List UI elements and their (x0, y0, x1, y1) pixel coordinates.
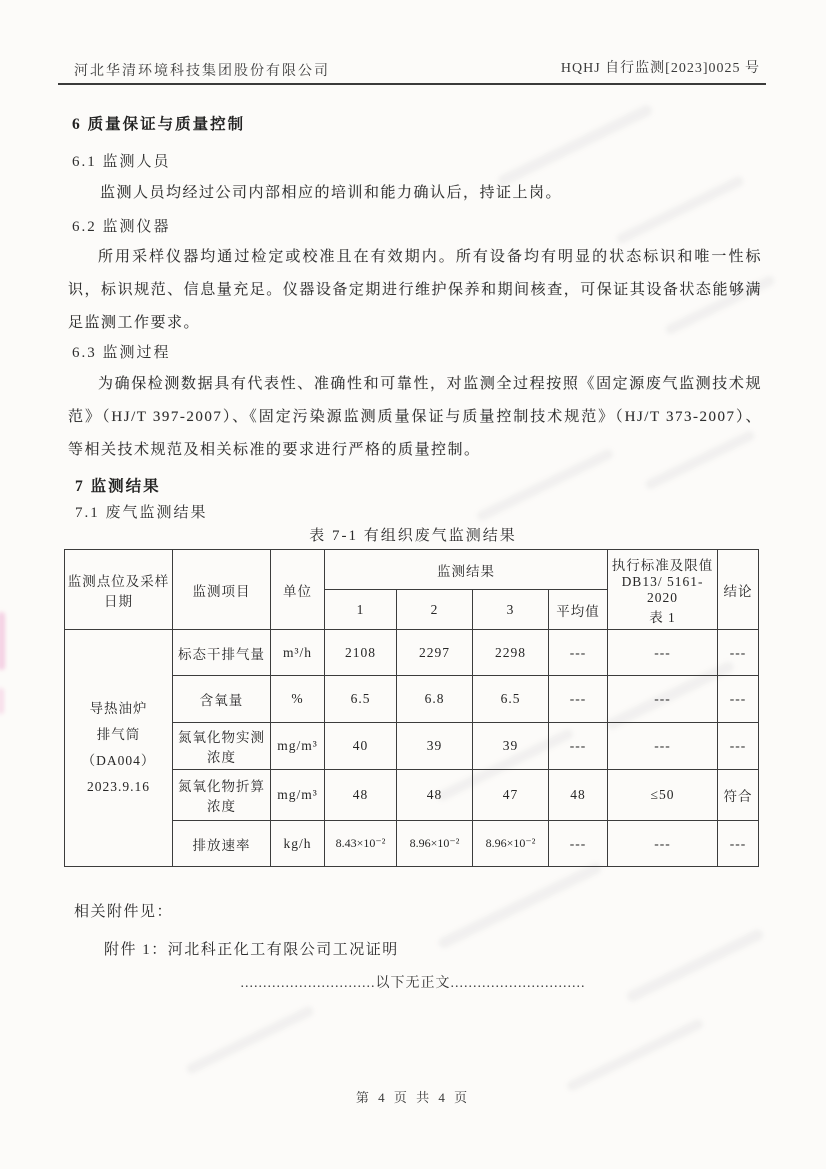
cell-average: --- (549, 821, 608, 867)
cell-run3: 47 (473, 770, 549, 821)
section-6-2-heading: 6.2 监测仪器 (72, 219, 171, 235)
monitoring-results-table (64, 549, 759, 867)
end-of-text-line: ..............................以下无正文.............................. (240, 976, 586, 991)
cell-conclusion: --- (718, 821, 759, 867)
col-header-run2: 2 (397, 590, 473, 630)
section-6-2-paragraph: 所用采样仪器均通过检定或校准且在有效期内。所有设备均有明显的状态标识和唯一性标识，标识规范、信息量充足。仪器设备定期进行维护保养和期间核查，可保证其设备状态能够满足监测工作要求。 (68, 249, 762, 331)
cell-item: 标态干排气量 (173, 630, 271, 676)
cell-conclusion: 符合 (718, 770, 759, 821)
location-line-1: 导热油炉 (89, 701, 148, 716)
cell-run3: 39 (473, 723, 549, 770)
cell-run1: 40 (325, 723, 397, 770)
scan-artifact-pink (0, 688, 4, 714)
col-header-conclusion: 结论 (718, 550, 759, 630)
col-header-average: 平均值 (549, 590, 608, 630)
location-line-4: 2023.9.16 (87, 779, 150, 794)
col-header-run1: 1 (325, 590, 397, 630)
cell-standard: --- (608, 821, 718, 867)
cell-unit: mg/m³ (271, 770, 325, 821)
standard-line-1: 执行标准及限值 (611, 557, 714, 573)
cell-standard: --- (608, 676, 718, 723)
cell-item: 排放速率 (173, 821, 271, 867)
cell-run2: 48 (397, 770, 473, 821)
scan-artifact-pink (0, 612, 5, 670)
cell-item: 含氧量 (173, 676, 271, 723)
page-number: 第 4 页 共 4 页 (355, 1090, 471, 1105)
header-document-number: HQHJ 自行监测[2023]0025 号 (560, 61, 760, 76)
header-rule (58, 83, 766, 85)
scan-artifact (437, 861, 604, 950)
cell-standard: --- (608, 630, 718, 676)
sampling-location-cell (65, 630, 173, 867)
col-header-run3: 3 (473, 590, 549, 630)
cell-average: --- (549, 630, 608, 676)
col-header-results: 监测结果 (325, 550, 608, 590)
cell-conclusion: --- (718, 630, 759, 676)
col-header-location: 监测点位及采样日期 (65, 550, 173, 630)
section-7-heading: 7 监测结果 (75, 478, 161, 495)
cell-unit: % (271, 676, 325, 723)
attachments-note: 相关附件见： (74, 904, 174, 920)
cell-run2: 2297 (397, 630, 473, 676)
cell-item: 氮氧化物折算浓度 (173, 770, 271, 821)
cell-run1: 8.43×10⁻² (325, 821, 397, 867)
cell-run3: 6.5 (473, 676, 549, 723)
location-line-3: （DA004） (81, 753, 156, 768)
cell-run1: 2108 (325, 630, 397, 676)
cell-standard: ≤50 (608, 770, 718, 821)
header-company-name: 河北华清环境科技集团股份有限公司 (74, 64, 330, 79)
col-header-unit: 单位 (271, 550, 325, 630)
scan-artifact (496, 103, 654, 187)
col-header-standard (608, 550, 718, 630)
col-header-item: 监测项目 (173, 550, 271, 630)
section-6-3-paragraph: 为确保检测数据具有代表性、准确性和可靠性，对监测全过程按照《固定源废气监测技术规范》（HJ/T 397-2007）、《固定污染源监测质量保证与质量控制技术规范》（HJ/T 373-2007）、等相关技术规范及相关标准的要求进行严格的质量控制。 (68, 376, 762, 458)
section-6-3-heading: 6.3 监测过程 (72, 345, 171, 361)
cell-standard: --- (608, 723, 718, 770)
cell-average: 48 (549, 770, 608, 821)
section-6-1-paragraph: 监测人员均经过公司内部相应的培训和能力确认后，持证上岗。 (100, 185, 563, 201)
cell-item: 氮氧化物实测浓度 (173, 723, 271, 770)
table-caption: 表 7-1 有组织废气监测结果 (309, 528, 517, 544)
cell-conclusion: --- (718, 676, 759, 723)
cell-run2: 6.8 (397, 676, 473, 723)
cell-run3: 8.96×10⁻² (473, 821, 549, 867)
attachment-item-1: 附件 1：河北科正化工有限公司工况证明 (104, 942, 399, 958)
cell-run2: 8.96×10⁻² (397, 821, 473, 867)
table-row (65, 630, 759, 676)
cell-run1: 6.5 (325, 676, 397, 723)
cell-unit: mg/m³ (271, 723, 325, 770)
section-6-heading: 6 质量保证与质量控制 (72, 116, 246, 133)
scan-artifact (565, 1018, 704, 1093)
cell-average: --- (549, 723, 608, 770)
standard-line-3: 表 1 (649, 609, 676, 625)
section-7-1-heading: 7.1 废气监测结果 (75, 505, 208, 521)
cell-conclusion: --- (718, 723, 759, 770)
cell-average: --- (549, 676, 608, 723)
section-6-1-heading: 6.1 监测人员 (72, 154, 171, 170)
cell-run1: 48 (325, 770, 397, 821)
location-line-2: 排气筒 (96, 727, 141, 742)
cell-unit: m³/h (271, 630, 325, 676)
standard-line-2: DB13/ 5161-2020 (621, 573, 704, 605)
cell-run2: 39 (397, 723, 473, 770)
cell-run3: 2298 (473, 630, 549, 676)
scan-artifact (185, 1005, 315, 1075)
cell-unit: kg/h (271, 821, 325, 867)
